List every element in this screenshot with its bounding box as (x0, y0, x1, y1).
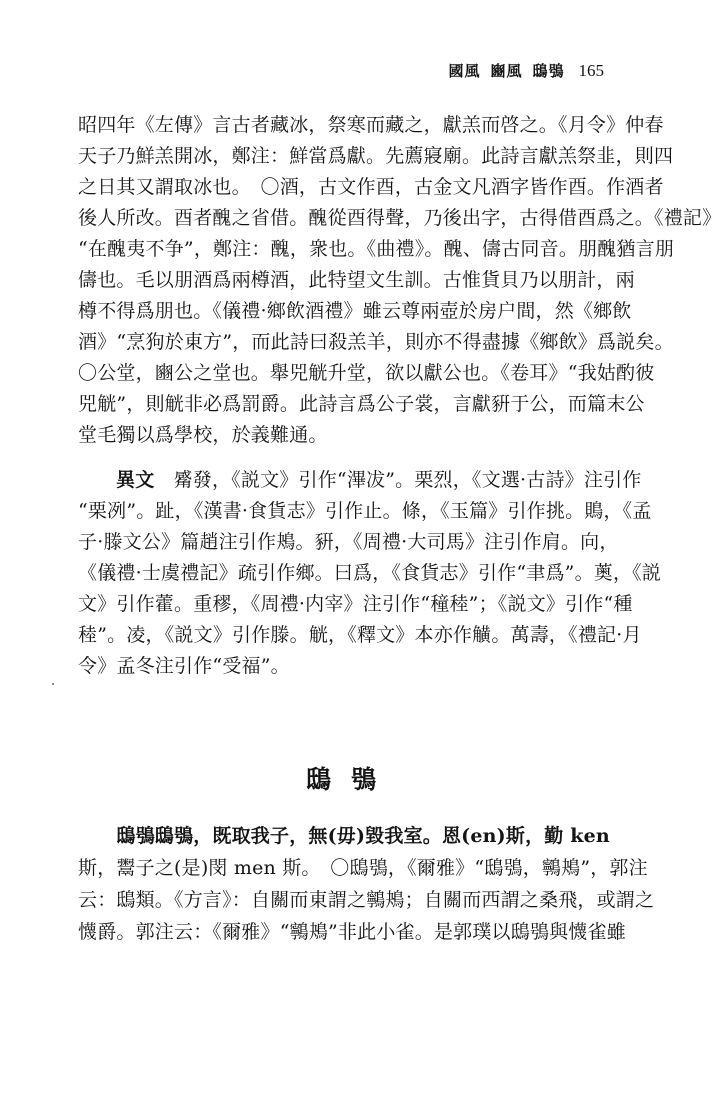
stanza-line: 云：鴟類。《方言》：自關而東謂之鸋鴂；自關而西謂之桑飛，或謂之 (78, 889, 655, 911)
commentary-line: 之日其又謂取冰也。 〇酒，古文作酉，古金文凡酒字皆作酉。作酒者 (78, 176, 664, 198)
commentary-line: 〇公堂，豳公之堂也。舉兕觥升堂，欲以獻公也。《卷耳》“我姑酌彼 (78, 362, 655, 384)
variant-line: 稑”。凌，《説文》引作滕。觥，《釋文》本亦作觵。萬壽，《禮記·月 (78, 624, 642, 646)
variant-label: 異文 (116, 469, 155, 491)
stanza-line: 鴟鴞鴟鴞，既取我子，無(毋)毀我室。恩(en)斯，勤 ken (78, 825, 610, 847)
stanza-block (78, 820, 655, 948)
variant-line: 《儀禮·士虞禮記》疏引作鄉。曰爲，《食貨志》引作“聿爲”。薁，《説 (78, 562, 662, 584)
variant-line: 子·滕文公》篇趙注引作鴂。豣，《周禮·大司馬》注引作肩。向， (78, 531, 619, 553)
commentary-line: “在醜夷不争”，鄭注：醜，衆也。《曲禮》。醜、儔古同音。朋醜猶言朋 (78, 238, 675, 260)
poem-title: 鴟鴞 (305, 765, 396, 794)
scan-speck (52, 683, 54, 685)
variant-line: 令》孟冬注引作“受福”。 (78, 655, 290, 677)
running-head-subsection: 豳風 (490, 62, 523, 80)
commentary-line: 酒》“烹狗於東方”，而此詩曰殺羔羊，則亦不得盡據《鄉飲》爲説矣。 (78, 331, 674, 353)
running-head-poem: 鴟鴞 (532, 62, 565, 80)
variant-line: 文》引作藿。重穋，《周禮·内宰》注引作“穜稑”；《説文》引作“種 (78, 593, 633, 615)
variant-first-line (78, 465, 642, 496)
running-head (438, 60, 604, 81)
commentary-line: 兕觥”，則觥非必爲罰爵。此詩言爲公子裳，言獻豣于公，而篇末公 (78, 393, 645, 415)
commentary-line: 樽不得爲朋也。《儀禮·鄉飲酒禮》雖云尊兩壺於房户間，然《鄉飲 (78, 300, 632, 322)
commentary-line: 堂毛獨以爲學校，於義難通。 (78, 424, 328, 446)
commentary-line: 昭四年《左傳》言古者藏冰，祭寒而藏之，獻羔而啓之。《月令》仲春 (78, 114, 664, 136)
variant-readings-block (78, 465, 662, 682)
commentary-block (78, 110, 721, 451)
variant-line: “栗冽”。趾，《漢書·食貨志》引作止。條，《玉篇》引作挑。鵙，《孟 (78, 500, 652, 522)
stanza-line: 斯，鬻子之(是)閔 men 斯。 〇鴟鴞，《爾雅》“鴟鴞，鸋鴂”，郭注 (78, 857, 648, 879)
stanza-line: 懱爵。郭注云：《爾雅》“鸋鴂”非此小雀。是郭璞以鴟鴞與懱雀雖 (78, 921, 626, 943)
page-number: 165 (578, 61, 604, 80)
commentary-line: 儔也。毛以朋酒爲兩樽酒，此特望文生訓。古惟貨貝乃以朋計，兩 (78, 269, 635, 291)
commentary-line: 天子乃鮮羔開冰，鄭注：鮮當爲獻。先薦寢廟。此詩言獻羔祭韭，則四 (78, 145, 674, 167)
variant-text: 觱發，《説文》引作“滭冹”。栗烈，《文選·古詩》注引作 (173, 469, 642, 491)
commentary-line: 後人所改。酉者醜之省借。醜從酉得聲，乃後出字，古得借酉爲之。《禮記》 (78, 207, 721, 229)
running-head-section: 國風 (448, 62, 481, 80)
